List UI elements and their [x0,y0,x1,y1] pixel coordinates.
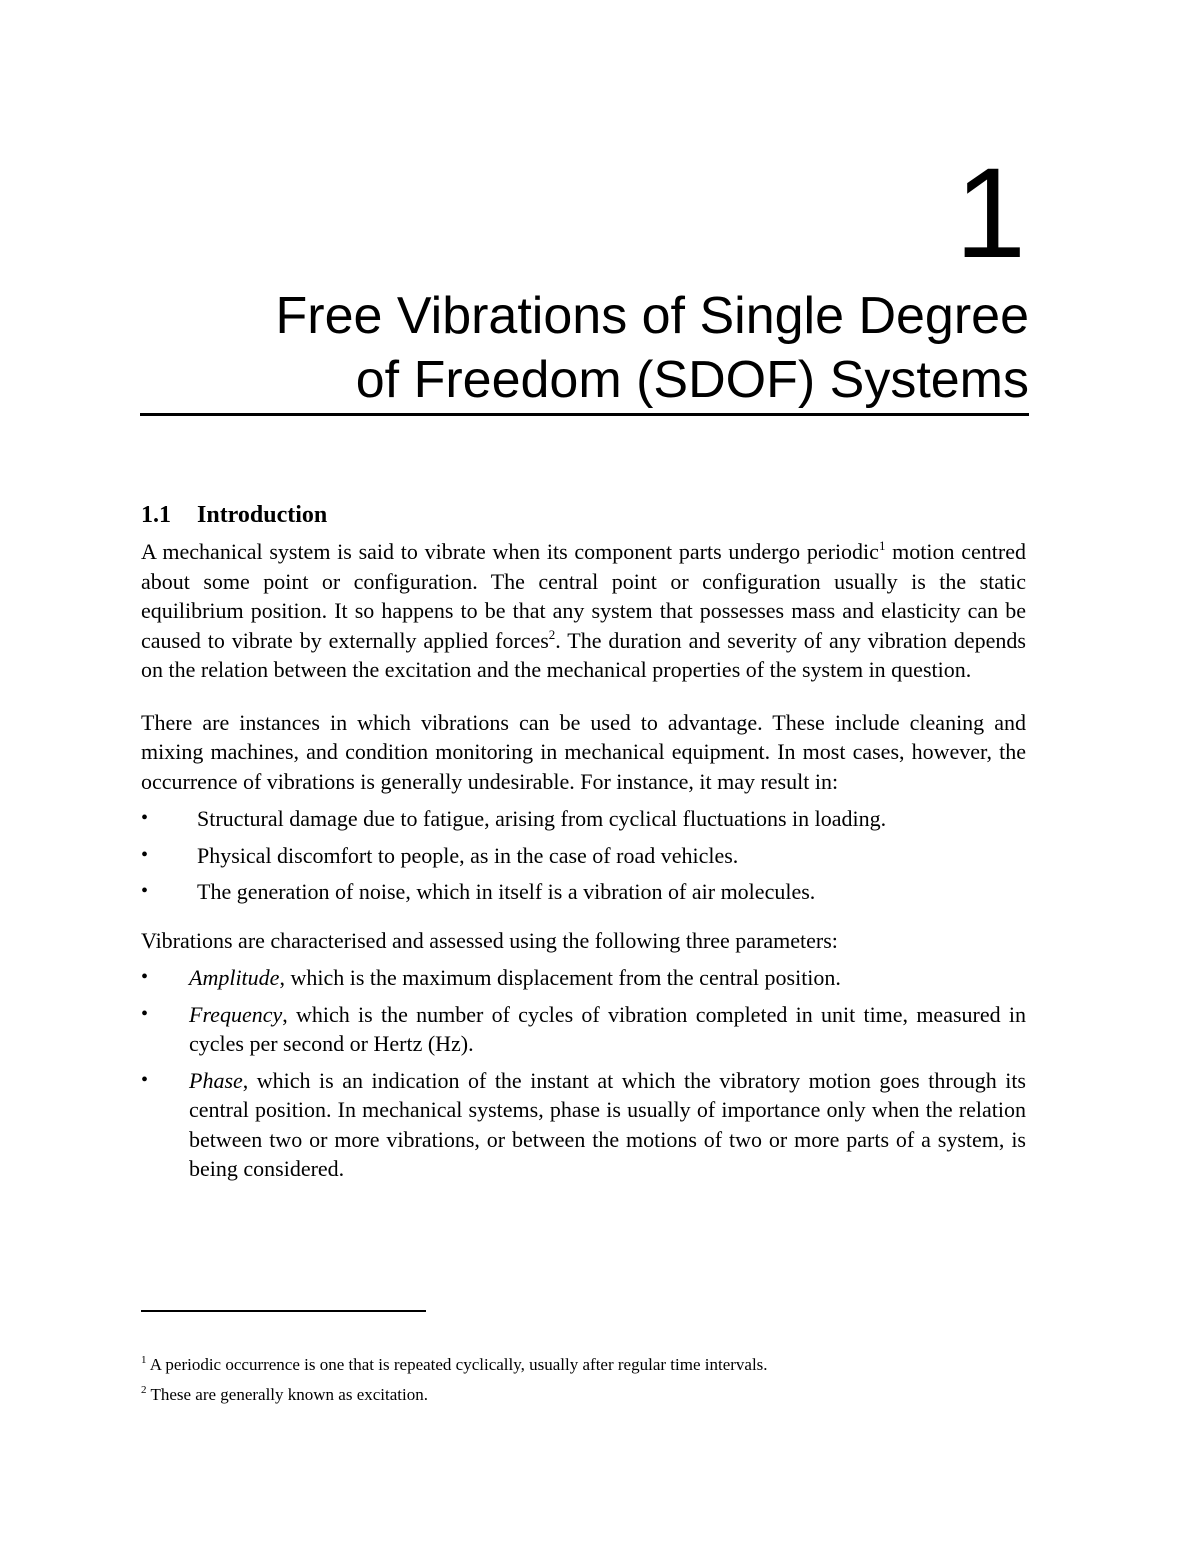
paragraph-intro-part2: motion centred about some point or configuration. The central point or configuration usually is the static equilibrium position. It so happens to be that any system that possesses mass and elasticity can be caused to vibrate by externally applied forces [141,539,1026,653]
footnote-text: A periodic occurrence is one that is repeated cyclically, usually after regular time intervals. [146,1355,768,1374]
footnote-rule [141,1310,426,1312]
chapter-title [140,284,1029,412]
bullet-icon: • [141,807,149,829]
main-content [141,498,1026,1191]
chapter-title-line2: of Freedom (SDOF) Systems [355,351,1029,409]
paragraph-advantages: There are instances in which vibrations can be used to advantage. These include cleaning and mixing machines, and condition monitoring in mechanical equipment. In most cases, however, the occurrence of vibrations is generally undesirable. For instance, it may result in: [141,709,1026,794]
parameter-term: Amplitude [189,965,280,990]
footnote-mark: 2 [141,1384,147,1396]
parameter-term: Phase [189,1067,243,1093]
paragraph-intro [141,537,1026,685]
chapter-number: 1 [954,142,1026,285]
footnote-mark: 1 [141,1354,147,1366]
paragraph-intro-part3: . The duration and severity of any vibration depends on the relation between the excitation and the mechanical properties of the system in question. [141,627,1026,682]
footnote-1 [141,1350,1026,1380]
footnote-ref-2[interactable]: 2 [548,626,556,642]
list-item [141,804,1026,834]
footnote-2 [141,1380,1026,1410]
list-item [141,841,1026,871]
section-heading [141,498,1026,532]
title-rule [140,413,1029,416]
paragraph-parameters: Vibrations are characterised and assessed using the following three parameters: [141,927,838,953]
list-item [141,877,1026,907]
list-item [141,1000,1026,1059]
bullet-icon: • [141,880,149,902]
parameters-list [141,963,1026,1184]
list-item-text: Physical discomfort to people, as in the case of road vehicles. [197,842,739,868]
bullet-icon: • [141,1002,149,1025]
bullet-icon: • [141,843,149,866]
list-item-text: Structural damage due to fatigue, arising from cyclical fluctuations in loading. [197,806,887,831]
paragraph-intro-part1: A mechanical system is said to vibrate when its component parts undergo periodic [141,539,879,564]
section-title: Introduction [197,502,328,528]
list-item-text: The generation of noise, which in itself is a vibration of air molecules. [197,879,816,904]
footnote-text: These are generally known as excitation. [146,1385,428,1404]
chapter-title-line1: Free Vibrations of Single Degree [275,287,1029,345]
parameter-text: , which is the number of cycles of vibration completed in unit time, measured in cycles per second or Hertz (Hz). [189,1001,1026,1056]
parameter-text: , which is the maximum displacement from the central position. [279,965,841,990]
list-item [141,1066,1026,1184]
effects-list [141,804,1026,907]
section-number: 1.1 [141,502,171,528]
parameter-text: , which is an indication of the instant at which the vibratory motion goes through its central position. In mechanical systems, phase is usually of importance only when the relation between two or more vibrations, or between the motions of two or more parts of a system, is being considered. [189,1067,1026,1181]
parameter-term: Frequency [189,1001,283,1027]
footnotes [141,1350,1026,1410]
bullet-icon: • [141,966,149,988]
footnote-ref-1[interactable]: 1 [878,538,886,553]
bullet-icon: • [141,1068,149,1091]
list-item [141,963,1026,993]
